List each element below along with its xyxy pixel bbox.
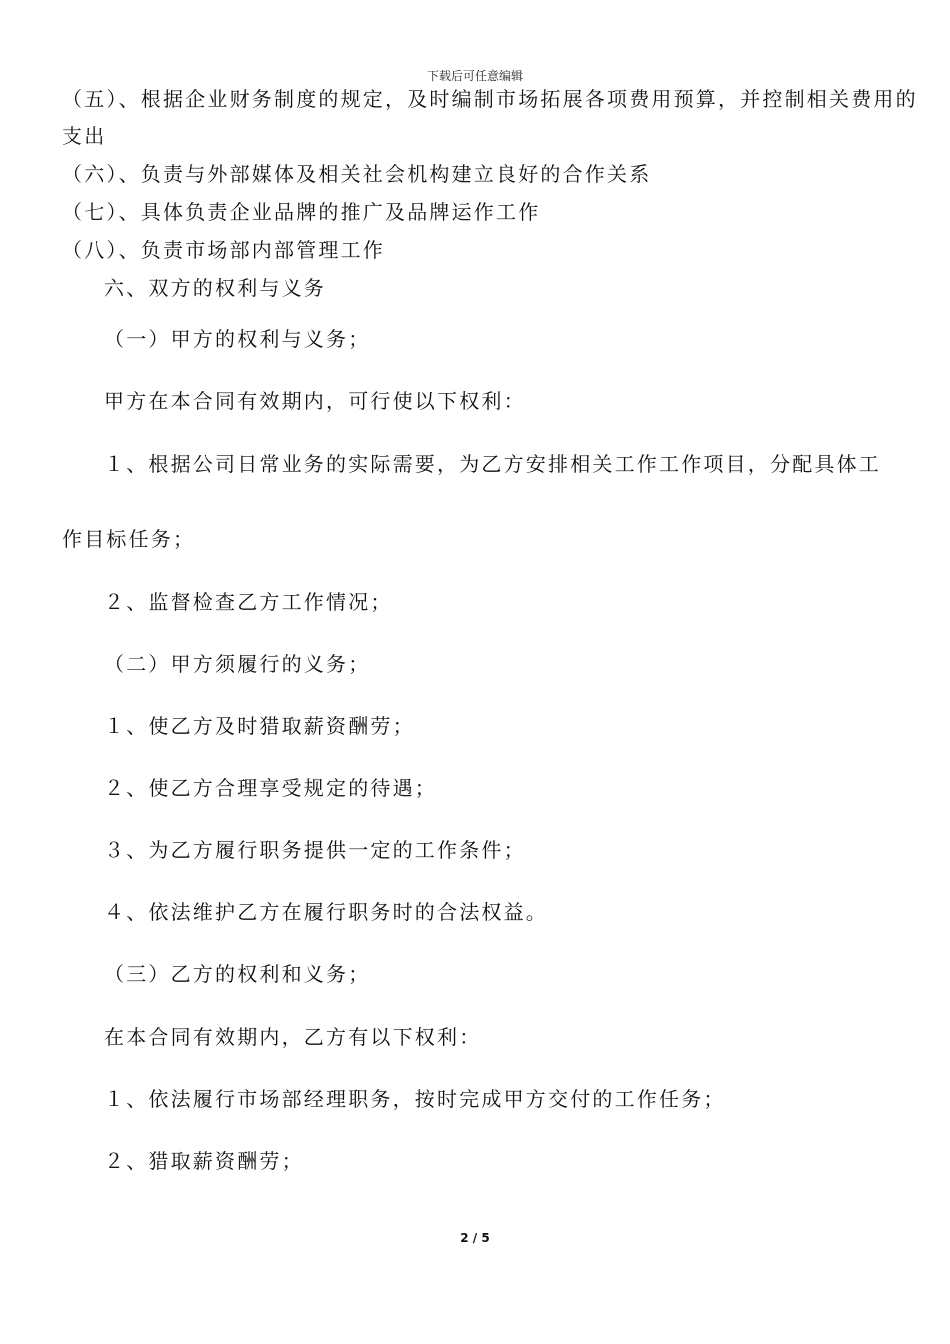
subsection-heading: （一）甲方的权利与义务； [104,327,371,351]
header-note: 下载后可任意编辑 [426,69,523,83]
page-number: 2 / 5 [460,1231,490,1245]
paragraph-line: 作目标任务； [62,527,196,551]
paragraph-line: 在本合同有效期内，乙方有以下权利： [104,1025,482,1049]
paragraph-line: 支出 [62,124,107,148]
paragraph-line: （六）、负责与外部媒体及相关社会机构建立良好的合作关系 [62,162,652,186]
list-item: ２、监督检查乙方工作情况； [104,590,393,614]
paragraph-line: 甲方在本合同有效期内，可行使以下权利： [104,389,526,413]
list-item: ２、使乙方合理享受规定的待遇； [104,776,437,800]
subsection-heading: （三）乙方的权利和义务； [104,962,371,986]
list-item: １、使乙方及时猎取薪资酬劳； [104,714,415,738]
paragraph-line: （七）、具体负责企业品牌的推广及品牌运作工作 [62,200,541,224]
list-item: ２、猎取薪资酬劳； [104,1149,304,1173]
paragraph-line: （八）、负责市场部内部管理工作 [62,238,385,262]
list-item: １、根据公司日常业务的实际需要，为乙方安排相关工作工作项目，分配具体工 [104,452,881,476]
paragraph-line: （五）、根据企业财务制度的规定，及时编制市场拓展各项费用预算，并控制相关费用的 [62,87,918,111]
list-item: ３、为乙方履行职务提供一定的工作条件； [104,838,526,862]
list-item: ４、依法维护乙方在履行职务时的合法权益。 [104,900,548,924]
section-heading: 六、双方的权利与义务 [104,276,326,300]
subsection-heading: （二）甲方须履行的义务； [104,652,371,676]
list-item: １、依法履行市场部经理职务，按时完成甲方交付的工作任务； [104,1087,726,1111]
